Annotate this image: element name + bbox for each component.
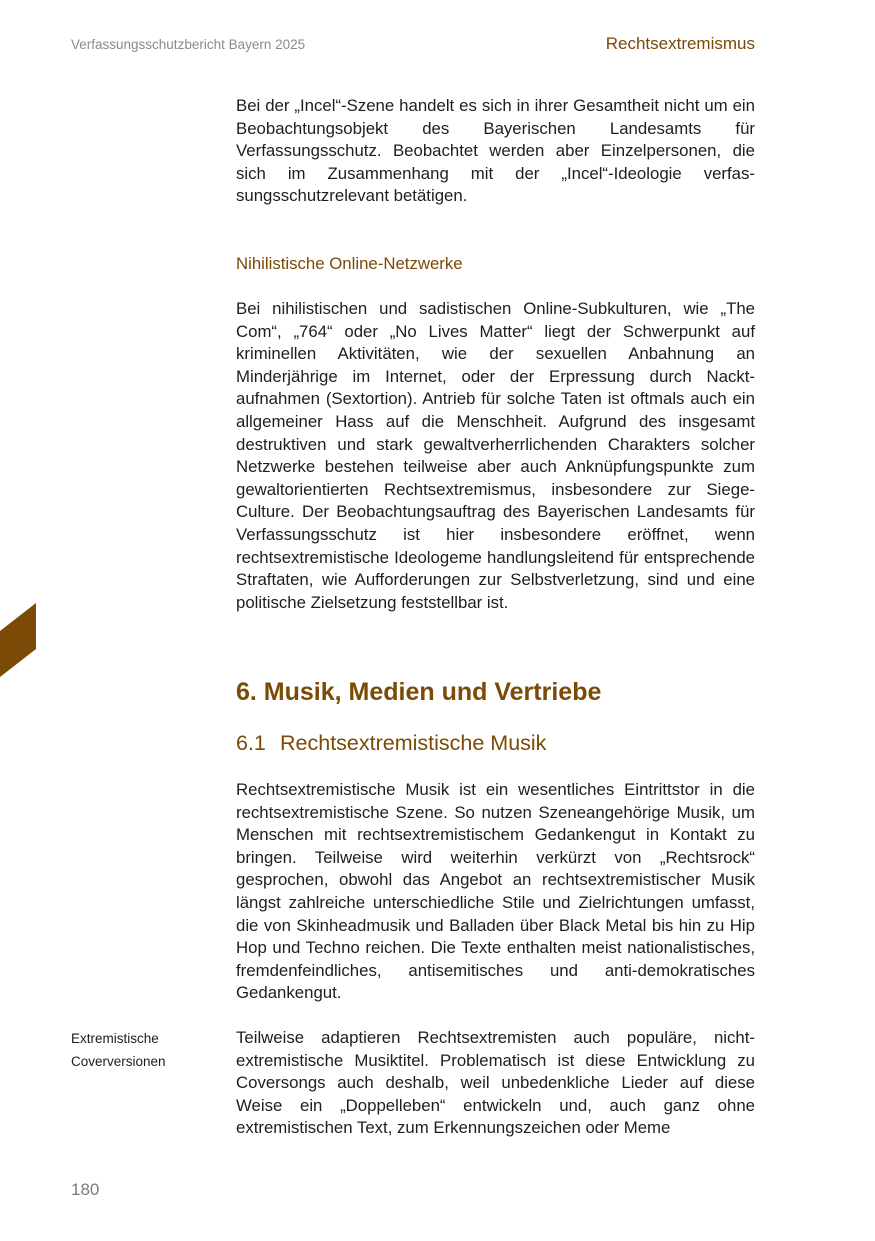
section-heading: 6. Musik, Medien und Vertriebe bbox=[236, 678, 602, 706]
running-header-title: Verfassungsschutzbericht Bayern 2025 bbox=[71, 37, 306, 52]
subheading-nihilistic-networks: Nihilistische Online-Netzwerke bbox=[236, 254, 463, 273]
paragraph-incel-text: Bei der „Incel“-Szene handelt es sich in ihrer Gesamtheit nicht um ein Beobachtungsobjekt des Bayerischen Landesamts für Verfassungsschutz. Beobachtet werden aber Einzelpersonen, die sich im Zusammenhang mit der „Incel“-Ideologie verfassungsschutzrelevant betätigen. bbox=[236, 96, 755, 206]
subsection-title: Rechtsextremistische Musik bbox=[280, 731, 547, 755]
paragraph-nihilistic-networks bbox=[236, 298, 755, 614]
paragraph-nihilistic-networks-text: Bei nihilistischen und sadistischen Online-Subkulturen, wie „The Com“, „764“ oder „No Lives Matter“ liegt der Schwerpunkt auf kriminellen Aktivitäten, wie der sexuellen Anbahnung an Minderjährige im Internet, oder der Erpressung durch Nacktaufnahmen (Sextortion). Antrieb für solche Taten ist oftmals auch ein allgemeiner Hass auf die Menschheit. Aufgrund des insgesamt destruktiven und stark gewaltverherrlichenden Charakters solcher Netzwerke bestehen teilweise aber auch Anknüpfungspunkte zum gewaltorientierten Rechtsextremismus, insbesondere zur Siege-Culture. Der Beobachtungsauftrag des Bayerischen Landesamts für Verfassungsschutz ist hier insbesondere eröffnet, wenn rechtsextremistische Ideologeme handlungsleitend für entsprechende Straftaten, wie Aufforderungen zur Selbstverletzung, sind und eine politische Zielsetzung feststellbar ist. bbox=[236, 299, 755, 612]
running-header-section: Rechtsextremismus bbox=[605, 34, 755, 53]
subsection-heading bbox=[236, 731, 546, 756]
paragraph-cover-versions-text: Teilweise adaptieren Rechtsextremisten auch populäre, nichtextremistische Musiktitel. Problematisch ist diese Entwicklung zu Coversongs auch deshalb, weil unbedenkliche Lieder auf diese Weise ein „Doppelleben“ entwickeln und, auch ganz ohne extremistischen Text, zum Erkennungszeichen oder Meme bbox=[236, 1028, 755, 1138]
page-number: 180 bbox=[71, 1180, 100, 1199]
paragraph-music bbox=[236, 779, 755, 1005]
margin-note-line-1: Extremistische bbox=[71, 1031, 159, 1046]
margin-note-line-2: Coverversionen bbox=[71, 1053, 166, 1069]
margin-note bbox=[71, 1028, 166, 1073]
paragraph-incel bbox=[236, 95, 755, 208]
subsection-number: 6.1 bbox=[236, 731, 266, 755]
chapter-tab-marker bbox=[0, 603, 36, 677]
paragraph-music-text: Rechtsextremistische Musik ist ein wesentliches Eintrittstor in die rechtsextremistische Szene. So nutzen Szeneangehörige Musik, um Menschen mit rechtsextremistischem Gedankengut in Kontakt zu bringen. Teilweise wird weiterhin verkürzt von „Rechtsrock“ gesprochen, obwohl das Angebot an rechtsextremistischer Musik längst zahlreiche unterschiedliche Stile und Zielrichtungen umfasst, die von Skinheadmusik und Balladen über Black Metal bis hin zu Hip Hop und Techno reichen. Die Texte enthalten meist nationalistisches, fremdenfeindliches, antisemitisches und anti-demokratisches Gedankengut. bbox=[236, 780, 755, 1003]
paragraph-cover-versions bbox=[236, 1027, 755, 1140]
